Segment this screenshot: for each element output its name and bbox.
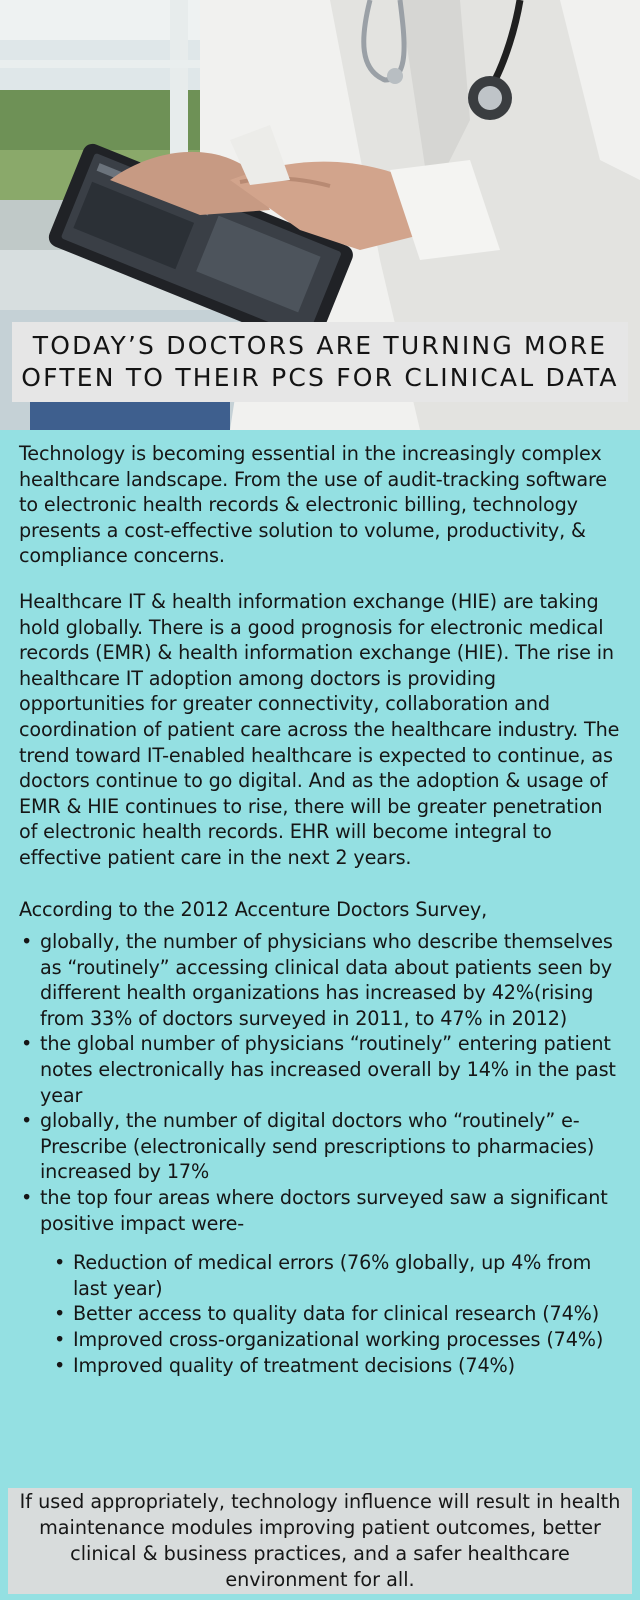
- survey-findings-list: [19, 929, 623, 1236]
- list-item: • the global number of physicians “routinely” entering patient notes electronically has increased overall by 14% in the past year: [19, 1031, 623, 1108]
- healthcare-it-paragraph: Healthcare IT & health information exchange (HIE) are taking hold globally. There is a good prognosis for electronic medical records (EMR) & health information exchange (HIE). The rise in healthcare IT adoption among doctors is providing opportunities for greater connectivity, collaboration and coordination of patient care across the healthcare industry. The trend toward IT-enabled healthcare is expected to continue, as doctors continue to go digital. And as the adoption & usage of EMR & HIE continues to rise, there will be greater penetration of electronic health records. EHR will become integral to effective patient care in the next 2 years.: [19, 589, 620, 869]
- impact-areas-list: [19, 1250, 623, 1378]
- survey-intro: According to the 2012 Accenture Doctors Survey,: [19, 897, 488, 921]
- list-item: • Improved quality of treatment decisions (74%): [19, 1353, 623, 1379]
- page-title-line-2: OFTEN TO THEIR PCS FOR CLINICAL DATA: [21, 363, 619, 392]
- list-item: • Better access to quality data for clinical research (74%): [19, 1301, 623, 1327]
- list-item: • globally, the number of physicians who describe themselves as “routinely” accessing clinical data about patients seen by different health organizations has increased by 42%(rising from 33% of doctors surveyed in 2011, to 47% in 2012): [19, 929, 623, 1031]
- title-banner: [12, 322, 628, 402]
- hero-image: [0, 0, 640, 430]
- intro-paragraph: Technology is becoming essential in the increasingly complex healthcare landscape. From the use of audit-tracking software to electronic health records & electronic billing, technology presents a cost-effective solution to volume, productivity, & compliance concerns.: [19, 442, 607, 568]
- list-item: • globally, the number of digital doctors who “routinely” e-Prescribe (electronically send prescriptions to pharmacies) increased by 17%: [19, 1108, 623, 1185]
- article-body: [19, 441, 623, 1378]
- list-item: • Improved cross-organizational working processes (74%): [19, 1327, 623, 1353]
- conclusion-box: [8, 1488, 632, 1594]
- list-item: • the top four areas where doctors surveyed saw a significant positive impact were-: [19, 1185, 623, 1236]
- conclusion-text: If used appropriately, technology influence will result in health maintenance modules improving patient outcomes, better clinical & business practices, and a safer healthcare environment for all.: [19, 1490, 621, 1591]
- page-title-line-1: TODAY’S DOCTORS ARE TURNING MORE: [32, 331, 608, 360]
- list-item: • Reduction of medical errors (76% globally, up 4% from last year): [19, 1250, 623, 1301]
